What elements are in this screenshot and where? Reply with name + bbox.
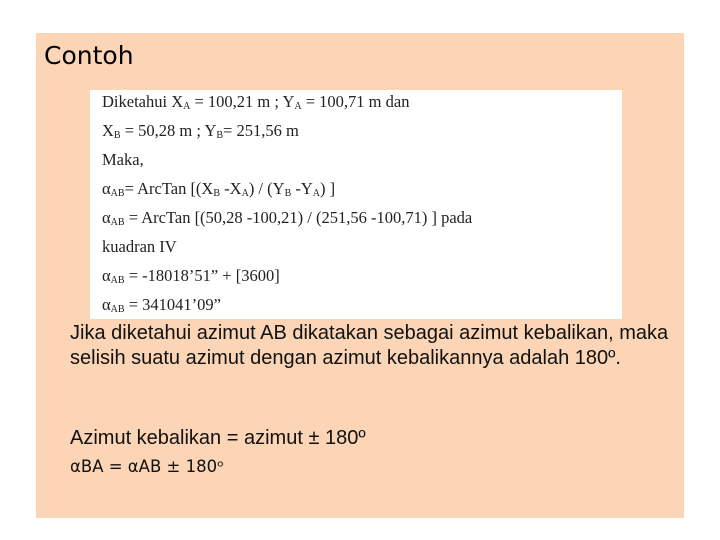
subscript: B bbox=[113, 130, 121, 141]
subscript: AB bbox=[110, 304, 125, 315]
subscript: B bbox=[284, 188, 292, 199]
explanation-paragraph: Jika diketahui azimut AB dikatakan sebagai azimut kebalikan, maka selisih suatu azimut dengan azimut kebalikannya adalah 180º. bbox=[70, 322, 669, 369]
subscript: A bbox=[183, 101, 191, 112]
calc-line: kuadran IV bbox=[102, 237, 177, 256]
subscript: A bbox=[312, 188, 321, 199]
subscript: B bbox=[213, 188, 221, 199]
subscript: B bbox=[216, 130, 224, 141]
subscript: AB bbox=[110, 188, 125, 199]
calc-line: $X_B = 50,28$ m ; $Y_B= 251,56$ m bbox=[102, 121, 299, 141]
subscript: A bbox=[241, 188, 249, 199]
calc-line: Diketahui $X_A = 100,21$ m ; $Y_A = 100,71$ m dan bbox=[102, 92, 410, 112]
calc-line: $\alpha_{AB}=$ ArcTan [($X_B$ $-X_A) / (Y_B$ $-Y_A$) ] bbox=[102, 179, 336, 199]
calc-line: $\alpha_{AB}$ = 341041’09” bbox=[102, 295, 221, 315]
calc-line: $\alpha_{AB}$ = -18018’51” + [3600] bbox=[102, 266, 280, 286]
calc-line: Maka, bbox=[102, 150, 144, 169]
slide bbox=[36, 33, 684, 518]
subscript: AB bbox=[110, 275, 125, 286]
subscript: AB bbox=[110, 217, 125, 228]
slide-title: Contoh bbox=[44, 41, 134, 70]
calc-line: $\alpha_{AB}$ = ArcTan [(50,28 -100,21) / (251,56 -100,71) ] pada bbox=[102, 208, 473, 228]
embedded-calculation-image bbox=[90, 90, 622, 319]
azimuth-formula: αBA = αAB ± 180ᵒ bbox=[70, 457, 224, 476]
azimut-kebalikan-line: Azimut kebalikan = azimut ± 180º bbox=[70, 427, 366, 449]
subscript: A bbox=[294, 101, 302, 112]
